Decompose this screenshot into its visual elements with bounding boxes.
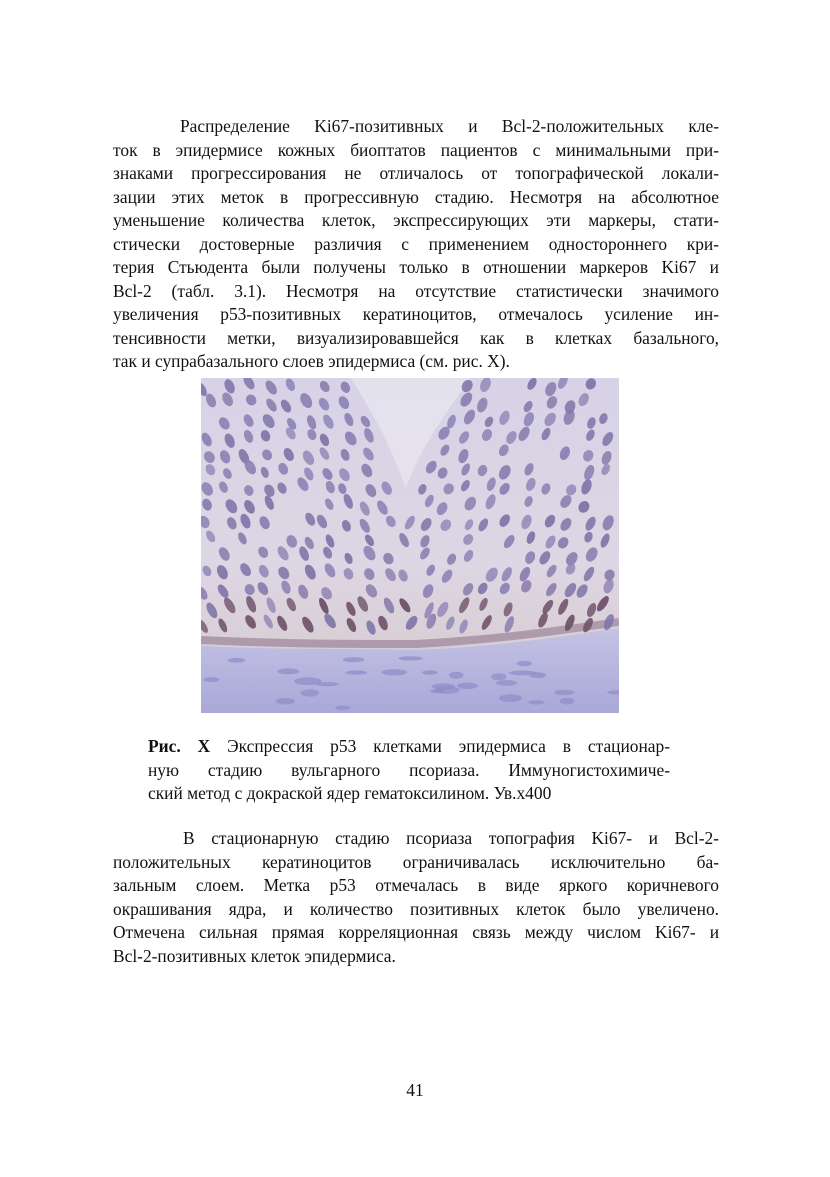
caption-label: Рис. X <box>148 736 211 756</box>
text-line: зации этих меток в прогрессивную стадию. Несмотря на абсолютное <box>113 186 719 207</box>
dermal-nucleus <box>301 689 320 696</box>
text-line: уменьшение количества клеток, экспрессирующих эти маркеры, стати- <box>113 210 719 230</box>
dermal-nucleus <box>228 658 245 663</box>
micrograph-image <box>201 378 619 713</box>
dermal-nucleus <box>554 690 574 696</box>
text-line: стически достоверные различия с применением одностороннего кри- <box>113 233 719 254</box>
dermal-nucleus <box>343 657 365 662</box>
dermal-nucleus <box>316 682 339 686</box>
dermal-nucleus <box>435 686 459 694</box>
dermal-nucleus <box>276 698 295 705</box>
caption-line: ную стадию вульгарного псориаза. Иммуногистохимиче- <box>148 759 670 780</box>
figure-caption <box>148 735 670 806</box>
text-line: Bcl-2-позитивных клеток эпидермиса. <box>113 945 396 966</box>
text-line: увеличения p53-позитивных кератиноцитов, отмечалось усиление ин- <box>113 304 719 324</box>
text-line: окрашивания ядра, и количество позитивных клеток было увеличено. <box>113 898 719 919</box>
text-line: положительных кератиноцитов ограничивалась исключительно ба- <box>113 851 719 872</box>
caption-line: ский метод с докраской ядер гематоксилином. Ув.x400 <box>148 783 552 803</box>
dermal-nucleus <box>560 698 575 705</box>
dermal-nucleus <box>496 680 517 686</box>
text-line: так и супрабазального слоев эпидермиса (см. рис. X). <box>113 351 510 371</box>
dermal-nucleus <box>457 683 478 689</box>
micrograph-illustration <box>201 378 619 713</box>
text-line: зальным слоем. Метка p53 отмечалась в виде яркого коричневого <box>113 875 719 895</box>
text-line: тенсивности метки, визуализировавшейся как в клетках базального, <box>113 327 719 348</box>
paragraph-1 <box>113 115 719 374</box>
dermal-nucleus <box>509 671 537 676</box>
dermal-nucleus <box>491 673 507 680</box>
page-number: 41 <box>406 1080 424 1100</box>
dermal-nucleus <box>277 668 299 674</box>
paragraph-2 <box>113 827 719 968</box>
text-line: знаками прогрессирования не отличалось от топографической локали- <box>113 163 719 183</box>
text-line: Отмечена сильная прямая корреляционная связь между числом Ki67- и <box>113 922 719 942</box>
dermal-nucleus <box>499 694 522 702</box>
text-line: Распределение Ki67-позитивных и Bcl-2-положительных кле- <box>180 116 719 136</box>
dermal-nucleus <box>517 661 532 667</box>
dermal-nucleus <box>335 706 350 710</box>
dermal-nucleus <box>422 670 438 675</box>
text-line: терия Стьюдента были получены только в отношении маркеров Ki67 и <box>113 257 719 277</box>
dermal-nucleus <box>345 670 367 674</box>
dermal-nucleus <box>382 669 408 675</box>
caption-line <box>148 735 670 759</box>
dermal-nucleus <box>398 656 423 660</box>
caption-text: Экспрессия p53 клетками эпидермиса в стационар- <box>210 736 670 756</box>
dermal-nucleus <box>449 672 464 679</box>
dermal-nucleus <box>528 700 545 704</box>
text-line: В стационарную стадию псориаза топография Ki67- и Bcl-2- <box>183 828 719 848</box>
dermal-nucleus <box>203 677 219 682</box>
text-line: ток в эпидермисе кожных биоптатов пациентов с минимальными при- <box>113 139 719 160</box>
text-line: Bcl-2 (табл. 3.1). Несмотря на отсутствие статистически значимого <box>113 280 719 301</box>
